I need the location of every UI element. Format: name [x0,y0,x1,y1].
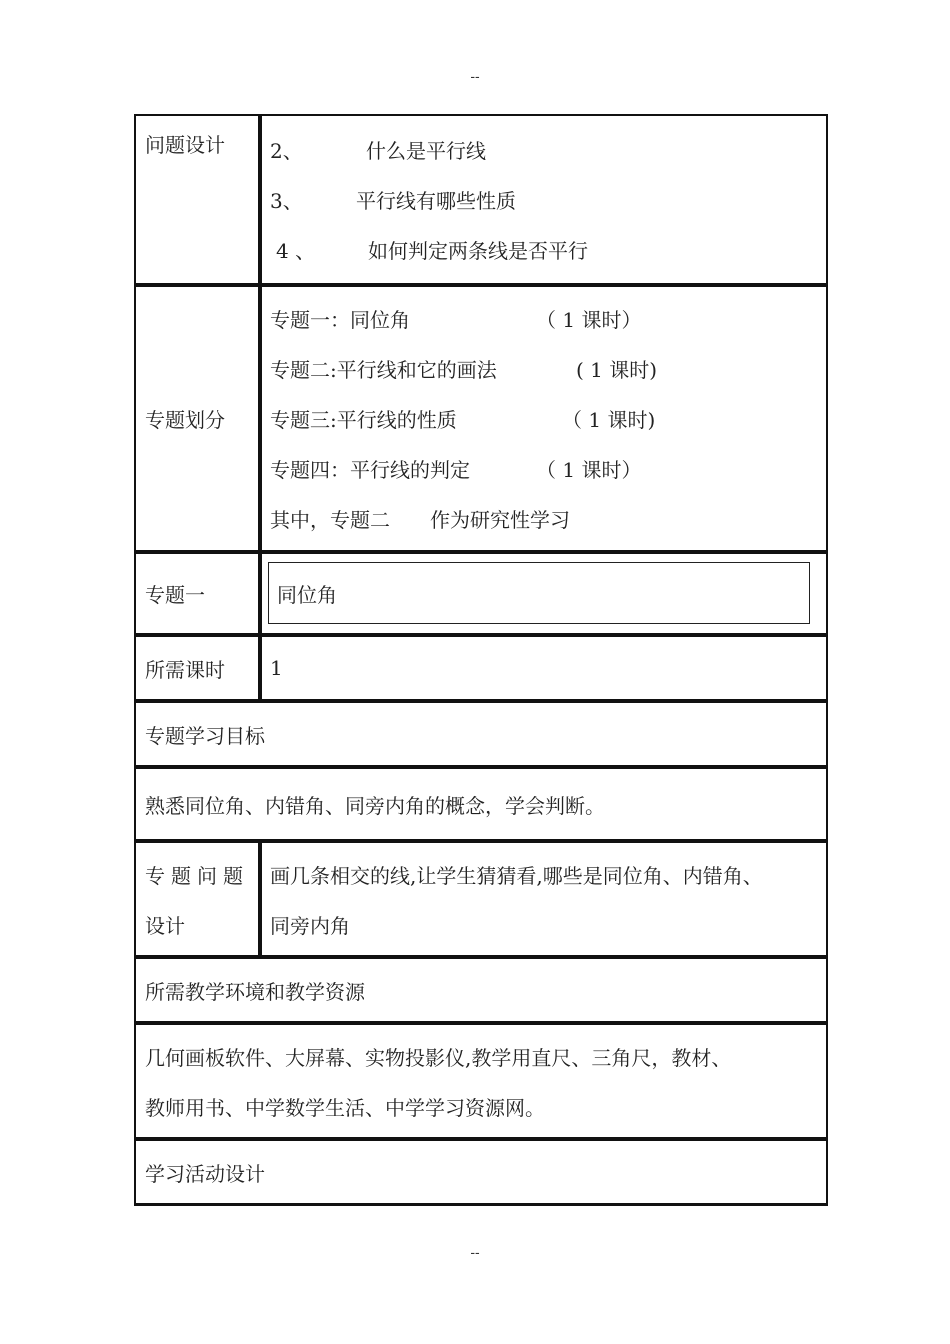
problem-item: 3、 平行线有哪些性质 [270,189,516,213]
page-top-mark: -- [470,68,480,84]
lesson-plan-table [134,114,828,1206]
topic-problem-label: 专 题 问 题 设计 [136,843,261,955]
topic-item: 专题四：平行线的判定 （ 1 课时） [270,458,642,482]
objective-heading: 专题学习目标 [145,723,265,748]
page-bottom-mark: -- [470,1244,480,1260]
topic-division-list [261,287,826,550]
objective-text: 熟悉同位角、内错角、同旁内角的概念，学会判断。 [145,793,605,818]
topic-one-cell [261,554,826,633]
topic-item: 专题二:平行线和它的画法 ( 1 课时) [270,358,658,382]
objective-heading-row [136,702,826,768]
resources-text: 几何画板软件、大屏幕、实物投影仪,教学用直尺、三角尺，教材、 教师用书、中学数学生活、中学学习资源网。 [145,1046,732,1120]
topic-division-row [136,286,826,553]
hours-row [136,636,826,702]
topic-one-value: 同位角 [277,582,337,607]
topic-one-row [136,553,826,636]
hours-value: 1 [261,637,826,699]
topic-one-label: 专题一 [136,554,261,633]
topic-problem-text: 画几条相交的线,让学生猜猜看,哪些是同位角、内错角、 同旁内角 [261,843,826,955]
topic-note: 其中，专题二 作为研究性学习 [270,508,570,532]
topic-item: 专题三:平行线的性质 （ 1 课时) [270,408,656,432]
problem-item: 4 、 如何判定两条线是否平行 [276,239,588,263]
objective-text-row [136,768,826,842]
problem-design-label: 问题设计 [136,116,261,283]
resources-heading: 所需教学环境和教学资源 [145,979,365,1004]
problem-item: 2、 什么是平行线 [270,139,486,163]
activity-heading-row [136,1140,826,1206]
topic-one-value-box [268,562,810,624]
problem-design-list [261,116,826,283]
resources-heading-row [136,958,826,1024]
problem-design-row [136,116,826,286]
topic-item: 专题一：同位角 （ 1 课时） [270,308,642,332]
activity-heading: 学习活动设计 [145,1161,265,1186]
resources-text-row [136,1024,826,1140]
hours-label: 所需课时 [136,637,261,699]
topic-problem-row [136,842,826,958]
topic-division-label: 专题划分 [136,287,261,550]
